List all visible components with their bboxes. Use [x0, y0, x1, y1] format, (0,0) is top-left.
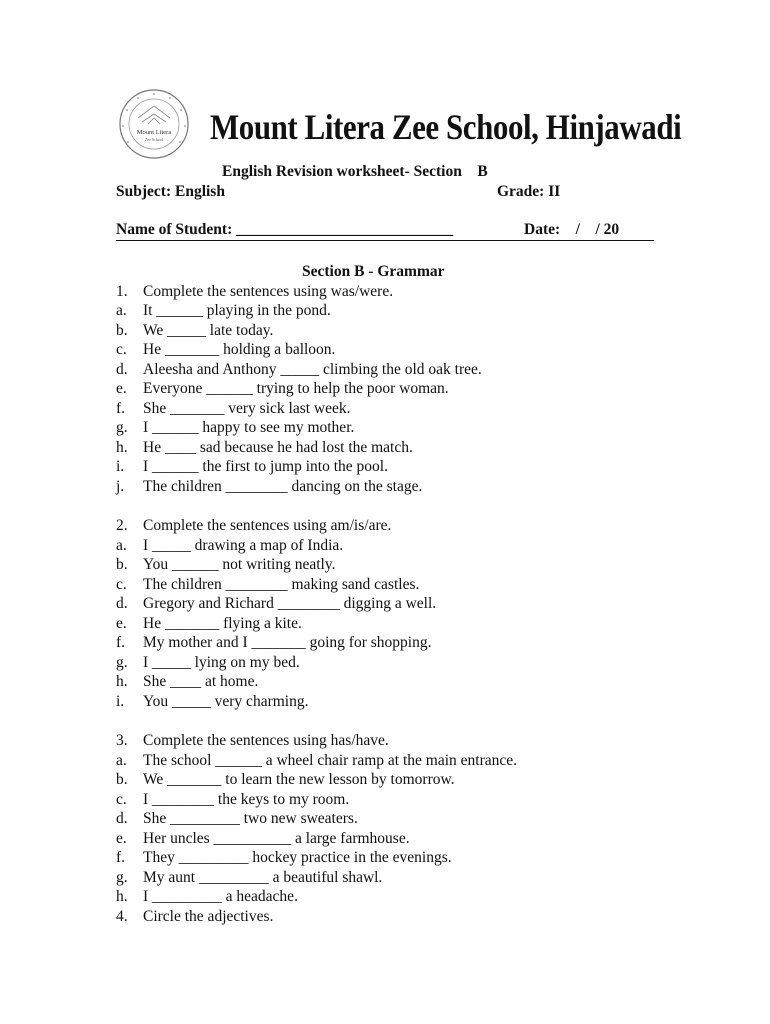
item-marker: h.	[116, 888, 128, 905]
item-marker: e.	[116, 830, 127, 847]
item-marker: e.	[116, 615, 127, 632]
item-text: You ______ not writing neatly.	[143, 556, 336, 573]
list-item	[116, 693, 308, 713]
item-text: The school ______ a wheel chair ramp at the main entrance.	[143, 752, 518, 769]
list-item	[116, 302, 331, 322]
item-marker: a.	[116, 752, 127, 769]
list-item	[116, 341, 335, 361]
item-marker: a.	[116, 537, 127, 554]
item-marker: c.	[116, 341, 127, 358]
list-item	[116, 400, 351, 420]
item-text: He _______ holding a balloon.	[143, 341, 336, 358]
item-text: Complete the sentences using am/is/are.	[143, 517, 392, 534]
item-text: Aleesha and Anthony _____ climbing the old oak tree.	[143, 361, 482, 378]
item-text: I _________ a headache.	[143, 888, 298, 905]
item-marker: i.	[116, 458, 125, 475]
section-title: Section B - Grammar	[302, 263, 445, 280]
question-3-heading	[116, 732, 389, 752]
date-field[interactable]: Date: / / 20	[524, 221, 620, 238]
item-text: The children ________ making sand castles.	[143, 576, 420, 593]
item-marker: e.	[116, 380, 127, 397]
item-marker: 1.	[116, 283, 128, 300]
logo-subtext: Zee School	[144, 137, 164, 142]
item-text: Everyone ______ trying to help the poor woman.	[143, 380, 449, 397]
list-item	[116, 380, 449, 400]
list-item	[116, 419, 354, 439]
list-item	[116, 634, 431, 654]
item-marker: h.	[116, 439, 128, 456]
item-text: He ____ sad because he had lost the match.	[143, 439, 413, 456]
item-text: Complete the sentences using has/have.	[143, 732, 389, 749]
student-name-field[interactable]: Name of Student: ____________________________	[116, 221, 454, 238]
grade-label: Grade: II	[497, 183, 561, 200]
item-marker: c.	[116, 791, 127, 808]
item-marker: j.	[116, 478, 125, 495]
list-item	[116, 537, 343, 557]
item-text: They _________ hockey practice in the evenings.	[143, 849, 452, 866]
item-text: I ________ the keys to my room.	[143, 791, 350, 808]
list-item	[116, 888, 298, 908]
list-item	[116, 458, 388, 478]
list-item	[116, 830, 410, 850]
item-text: He _______ flying a kite.	[143, 615, 302, 632]
item-marker: c.	[116, 576, 127, 593]
list-item	[116, 478, 422, 498]
item-marker: 4.	[116, 908, 128, 925]
item-text: We _______ to learn the new lesson by tomorrow.	[143, 771, 455, 788]
item-text: I _____ lying on my bed.	[143, 654, 300, 671]
item-marker: b.	[116, 556, 128, 573]
item-marker: a.	[116, 302, 127, 319]
item-text: I ______ the first to jump into the pool.	[143, 458, 388, 475]
item-marker: d.	[116, 361, 128, 378]
worksheet-title: English Revision worksheet- Section B	[222, 163, 488, 180]
school-logo-icon	[118, 88, 190, 160]
item-text: The children ________ dancing on the stage.	[143, 478, 423, 495]
list-item	[116, 615, 302, 635]
item-marker: d.	[116, 810, 128, 827]
item-text: My mother and I _______ going for shopping.	[143, 634, 432, 651]
item-text: It ______ playing in the pond.	[143, 302, 331, 319]
item-marker: i.	[116, 693, 125, 710]
item-text: You _____ very charming.	[143, 693, 309, 710]
list-item	[116, 576, 419, 596]
student-info-row	[116, 221, 654, 241]
item-marker: f.	[116, 849, 126, 866]
item-marker: b.	[116, 771, 128, 788]
item-text: She ____ at home.	[143, 673, 259, 690]
item-marker: h.	[116, 673, 128, 690]
item-marker: f.	[116, 400, 126, 417]
item-text: Her uncles __________ a large farmhouse.	[143, 830, 410, 847]
item-text: She _________ two new sweaters.	[143, 810, 358, 827]
list-item	[116, 361, 482, 381]
list-item	[116, 595, 436, 615]
item-marker: 3.	[116, 732, 128, 749]
question-1-heading	[116, 283, 393, 303]
item-marker: g.	[116, 869, 128, 886]
item-text: Complete the sentences using was/were.	[143, 283, 394, 300]
item-text: Gregory and Richard ________ digging a well.	[143, 595, 437, 612]
list-item	[116, 556, 335, 576]
item-text: She _______ very sick last week.	[143, 400, 351, 417]
item-text: My aunt _________ a beautiful shawl.	[143, 869, 383, 886]
list-item	[116, 654, 300, 674]
list-item	[116, 771, 455, 791]
item-marker: g.	[116, 654, 128, 671]
list-item	[116, 810, 358, 830]
list-item	[116, 869, 382, 889]
list-item	[116, 322, 273, 342]
item-text: We _____ late today.	[143, 322, 274, 339]
item-text: I _____ drawing a map of India.	[143, 537, 344, 554]
item-text: Circle the adjectives.	[143, 908, 274, 925]
school-name: Mount Litera Zee School, Hinjawadi	[210, 107, 682, 147]
subject-label: Subject: English	[116, 183, 225, 200]
item-marker: b.	[116, 322, 128, 339]
list-item	[116, 673, 258, 693]
list-item	[116, 791, 349, 811]
logo-text: Mount Litera	[136, 129, 172, 136]
item-marker: 2.	[116, 517, 128, 534]
item-marker: g.	[116, 419, 128, 436]
list-item	[116, 752, 517, 772]
list-item	[116, 439, 413, 459]
list-item	[116, 849, 452, 869]
question-2-heading	[116, 517, 391, 537]
item-marker: d.	[116, 595, 128, 612]
question-4-heading	[116, 908, 273, 928]
item-marker: f.	[116, 634, 126, 651]
item-text: I ______ happy to see my mother.	[143, 419, 355, 436]
